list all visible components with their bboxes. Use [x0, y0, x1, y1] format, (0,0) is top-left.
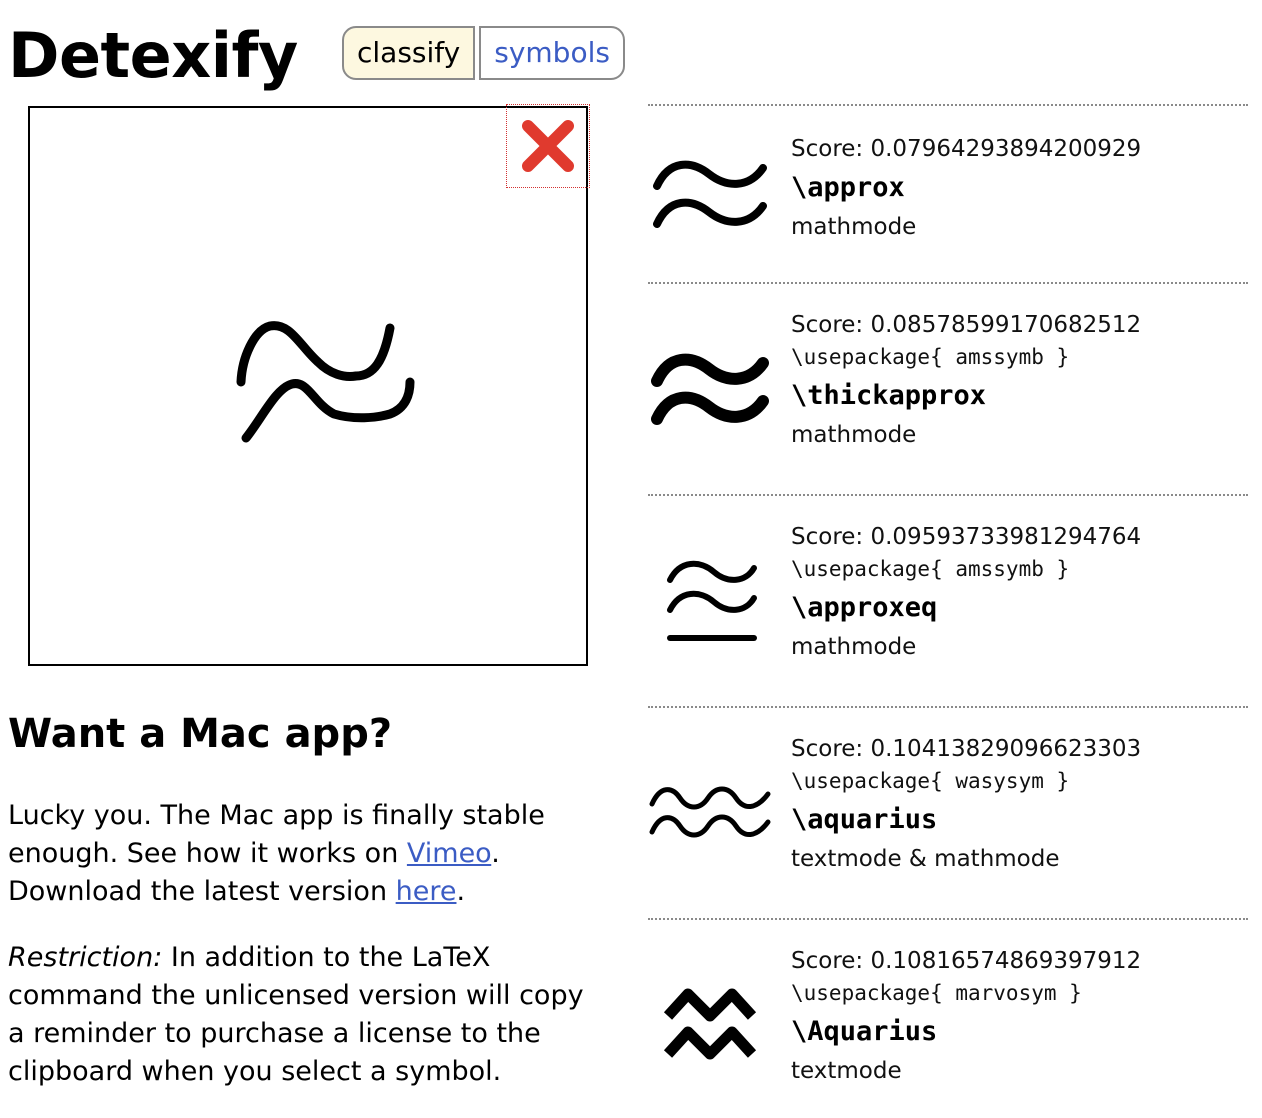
mac-app-heading: Want a Mac app? [8, 711, 393, 757]
result-item[interactable] [648, 918, 1248, 1118]
result-command[interactable]: \approx [791, 172, 905, 203]
result-package: \usepackage{ wasysym } [791, 769, 1070, 793]
result-mode: textmode [791, 1058, 902, 1084]
restriction-label: Restriction: [8, 942, 163, 973]
mac-app-paragraph: Lucky you. The Mac app is finally stable enough. See how it works on Vimeo. Download the latest version here. [8, 800, 545, 907]
tab-classify[interactable]: classify [342, 26, 475, 80]
close-icon [520, 118, 576, 174]
result-item[interactable] [648, 104, 1248, 282]
result-score: Score: 0.07964293894200929 [791, 136, 1142, 162]
result-package: \usepackage{ amssymb } [791, 557, 1070, 581]
result-package: \usepackage{ amssymb } [791, 345, 1070, 369]
result-score: Score: 0.09593733981294764 [791, 524, 1142, 550]
result-score: Score: 0.08578599170682512 [791, 312, 1142, 338]
result-item[interactable] [648, 282, 1248, 494]
result-mode: mathmode [791, 634, 917, 660]
app-title: Detexify [8, 19, 298, 92]
Aquarius-icon [648, 920, 772, 1118]
result-command[interactable]: \Aquarius [791, 1016, 938, 1047]
result-item[interactable] [648, 494, 1248, 706]
result-command[interactable]: \thickapprox [791, 380, 987, 411]
vimeo-link[interactable]: Vimeo [406, 838, 492, 869]
approx-icon [648, 106, 772, 284]
result-score: Score: 0.10413829096623303 [791, 736, 1142, 762]
drawing-canvas[interactable] [28, 106, 588, 666]
result-score: Score: 0.10816574869397912 [791, 948, 1142, 974]
result-command[interactable]: \approxeq [791, 592, 938, 623]
result-command[interactable]: \aquarius [791, 804, 938, 835]
results-list [648, 104, 1248, 1118]
restriction-paragraph: Restriction: In addition to the LaTeX command the unlicensed version will copy a reminder to purchase a license to the clipboard when you select a symbol. [8, 942, 584, 1087]
drawn-strokes [30, 108, 586, 664]
approxeq-icon [648, 496, 772, 708]
aquarius-icon [648, 708, 772, 920]
result-mode: mathmode [791, 214, 917, 240]
result-mode: textmode & mathmode [791, 846, 1060, 872]
nav-tabs [342, 26, 625, 80]
result-item[interactable] [648, 706, 1248, 918]
tab-symbols[interactable]: symbols [479, 26, 625, 80]
result-mode: mathmode [791, 422, 917, 448]
download-link[interactable]: here [395, 876, 457, 907]
thickapprox-icon [648, 284, 772, 496]
clear-canvas-button[interactable] [506, 104, 590, 188]
result-package: \usepackage{ marvosym } [791, 981, 1082, 1005]
